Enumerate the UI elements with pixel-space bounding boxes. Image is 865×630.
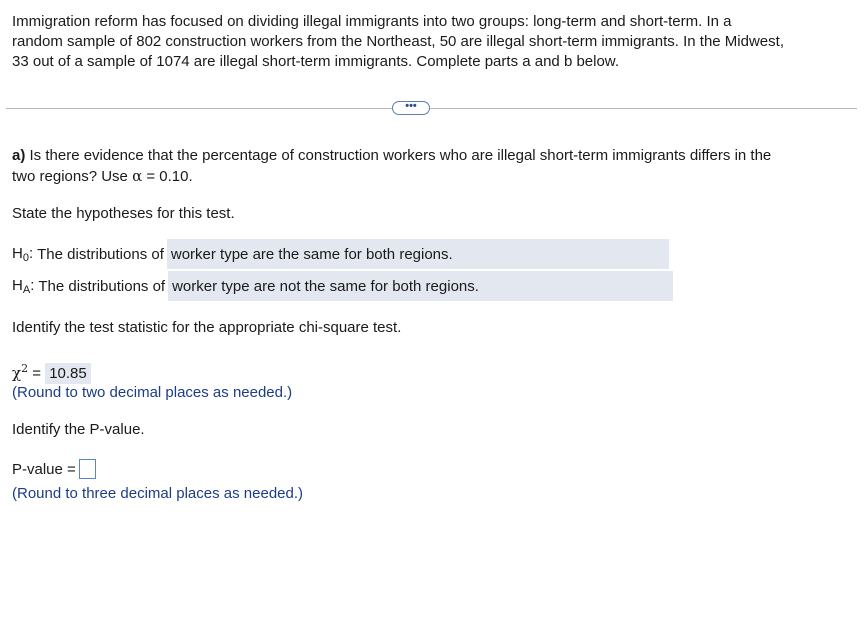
chi-square-answer[interactable]: 10.85 [45, 363, 91, 384]
question-text: Is there evidence that the percentage of construction workers who are illegal short-term immigrants differs in the [29, 147, 772, 164]
pvalue-input[interactable] [79, 459, 96, 479]
pvalue-prompt: Identify the P-value. [12, 421, 145, 438]
null-hypothesis-row [12, 239, 669, 269]
part-a-question [12, 146, 857, 187]
null-hypothesis-answer-text: worker type are the same for both regions. [170, 245, 453, 263]
expand-more-button[interactable] [392, 101, 430, 115]
alt-hypothesis-label: $H_A$: [12, 276, 35, 296]
problem-line: random sample of 802 construction workers from the Northeast, 50 are illegal short-term immigrants. In the Midwest, [12, 33, 784, 50]
pvalue-label: P-value = [12, 461, 76, 478]
chi-square-row [12, 359, 91, 384]
more-dots-icon: ••• [405, 100, 417, 112]
alt-hypothesis-row [12, 271, 673, 301]
alt-hypothesis-answer[interactable] [168, 271, 673, 301]
problem-line: Immigration reform has focused on dividing illegal immigrants into two groups: long-term and short-term. In a [12, 13, 732, 30]
alt-hypothesis-answer-text: worker type are not the same for both regions. [172, 277, 479, 295]
chi-equals: = [28, 365, 46, 382]
null-hypothesis-answer[interactable] [167, 239, 669, 269]
alpha-symbol: α [132, 167, 143, 185]
alt-hypothesis-prefix: The distributions of [38, 277, 166, 295]
section-divider [6, 108, 857, 109]
alpha-value: = 0.10. [142, 168, 193, 185]
hypotheses-prompt: State the hypotheses for this test. [12, 205, 235, 222]
problem-line: 33 out of a sample of 1074 are illegal short-term immigrants. Complete parts a and b below. [12, 53, 619, 70]
chi-square-hint: (Round to two decimal places as needed.) [12, 384, 293, 401]
part-a-label: a) [12, 147, 26, 164]
pvalue-row [12, 459, 96, 480]
chi-symbol: $\chi^2$ [12, 362, 29, 382]
null-hypothesis-label: $H_0$: [12, 244, 34, 264]
question-text-cont: two regions? Use [12, 168, 133, 185]
test-statistic-prompt: Identify the test statistic for the appropriate chi-square test. [12, 319, 402, 336]
problem-statement [12, 12, 857, 72]
null-hypothesis-prefix: The distributions of [37, 245, 164, 263]
pvalue-hint: (Round to three decimal places as needed.) [12, 485, 304, 502]
